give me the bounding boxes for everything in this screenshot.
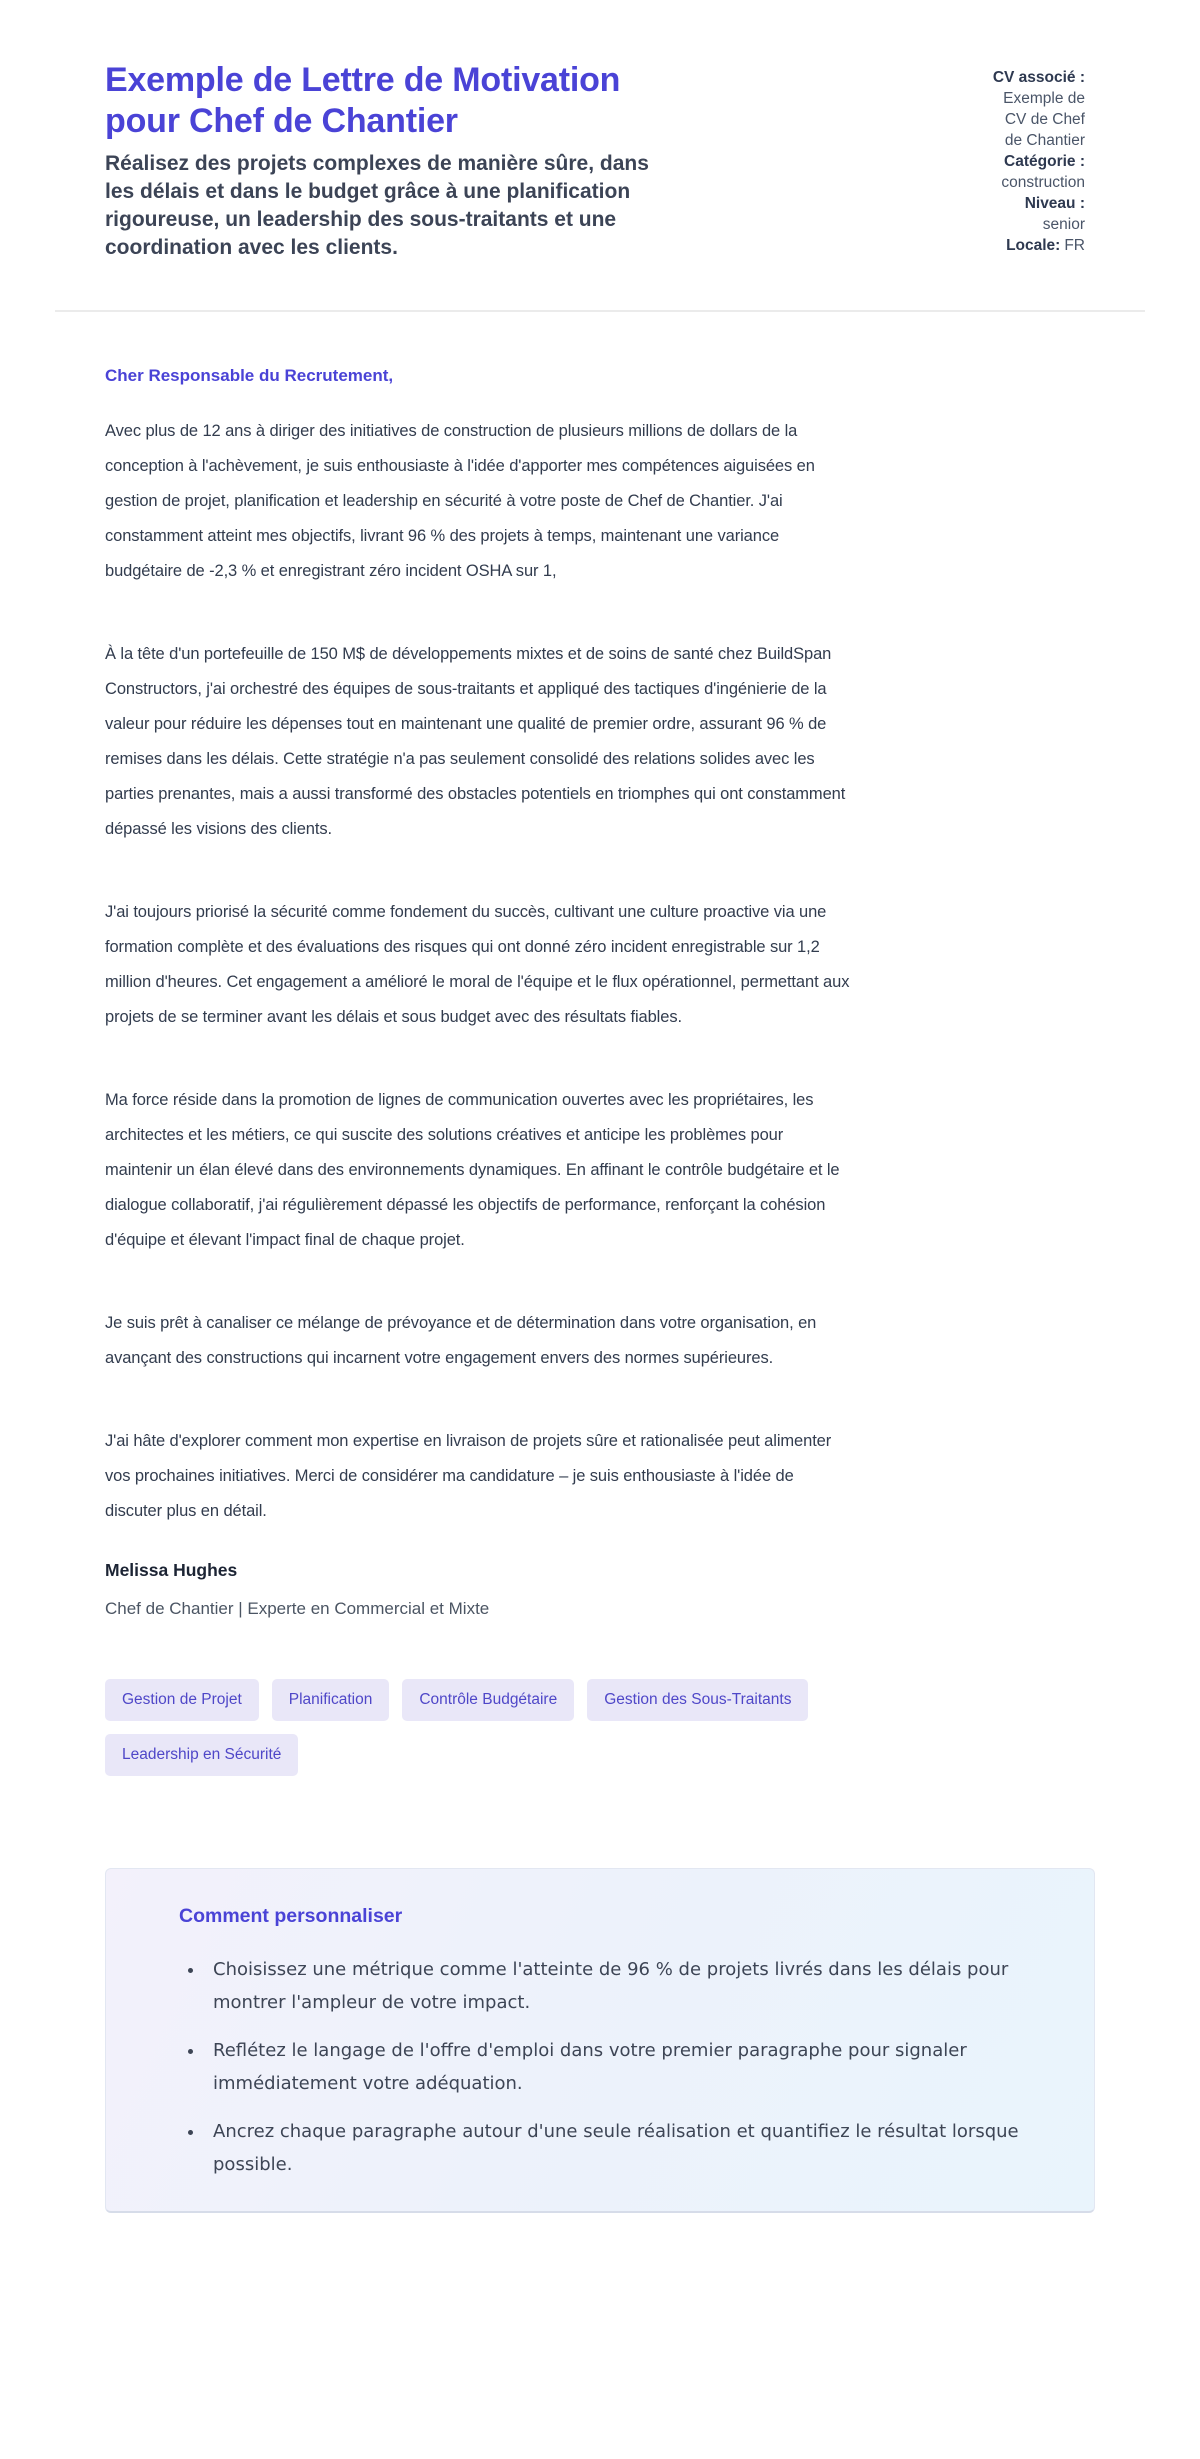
meta-row-cv — [955, 67, 1085, 151]
meta-label-level: Niveau : — [1024, 195, 1085, 212]
meta-panel — [955, 60, 1085, 256]
meta-label-category: Catégorie : — [1004, 153, 1085, 170]
letter-paragraph: J'ai hâte d'explorer comment mon expertise en livraison de projets sûre et rationalisée peut alimenter vos prochaines initiatives. Merci de considérer ma candidature – je suis enthousiaste à l'idée de discuter plus en détail. — [105, 1432, 832, 1520]
skill-tag: Gestion de Projet — [105, 1679, 259, 1721]
tips-item: • Reflétez le langage de l'offre d'emploi dans votre premier paragraphe pour signaler immédiatement votre adéquation. — [205, 2034, 1034, 2100]
letter-greeting: Cher Responsable du Recrutement, — [105, 366, 394, 385]
meta-label-cv: CV associé : — [992, 69, 1085, 86]
page-subtitle: Réalisez des projets complexes de manière sûre, dans les délais et dans le budget grâce à une planification rigoureuse, un leadership des sous-traitants et une coordination avec les clients. — [105, 152, 649, 259]
letter-paragraph: Je suis prêt à canaliser ce mélange de prévoyance et de détermination dans votre organisation, en avançant des constructions qui incarnent votre engagement envers des normes supérieures. — [105, 1314, 817, 1367]
signature-role: Chef de Chantier | Experte en Commercial et Mixte — [105, 1599, 490, 1618]
meta-row-level — [955, 193, 1085, 235]
header-main — [105, 60, 680, 262]
customization-tips-box — [105, 1868, 1095, 2213]
cover-letter — [55, 364, 1145, 2213]
letter-paragraph: J'ai toujours priorisé la sécurité comme fondement du succès, cultivant une culture proactive via une formation complète et des évaluations des risques qui ont donné zéro incident enregistrable sur 1,2 million d'heures. Cet engagement a amélioré le moral de l'équipe et le flux opérationnel, permettant aux projets de se terminer avant les délais et sous budget avec des résultats fiables. — [105, 903, 850, 1026]
meta-row-locale — [955, 235, 1085, 256]
meta-label-locale: Locale: — [1006, 237, 1061, 254]
skill-tag: Leadership en Sécurité — [105, 1734, 298, 1776]
letter-paragraph: Ma force réside dans la promotion de lignes de communication ouvertes avec les propriétaires, les architectes et les métiers, ce qui suscite des solutions créatives et anticipe les problèmes pour maintenir un élan élevé dans des environnements dynamiques. En affinant le contrôle budgétaire et le dialogue collaboratif, j'ai régulièrement dépassé les objectifs de performance, renforçant la cohésion d'équipe et élevant l'impact final de chaque projet. — [105, 1091, 840, 1249]
skill-tag: Gestion des Sous-Traitants — [587, 1679, 808, 1721]
tips-list — [179, 1953, 1034, 2181]
tips-title: Comment personnaliser — [179, 1905, 403, 1927]
meta-row-category — [955, 151, 1085, 193]
meta-value-category: construction — [1001, 174, 1085, 191]
page-header — [55, 60, 1145, 262]
skill-tag: Contrôle Budgétaire — [402, 1679, 574, 1721]
meta-value-locale: FR — [1064, 237, 1085, 254]
content-container — [55, 0, 1145, 2283]
signature-name: Melissa Hughes — [105, 1560, 238, 1580]
tips-item: • Ancrez chaque paragraphe autour d'une seule réalisation et quantifiez le résultat lorsque possible. — [205, 2115, 1034, 2181]
meta-value-cv: Exemple de CV de Chef de Chantier — [1003, 90, 1085, 149]
skill-tags — [105, 1679, 850, 1776]
page-title: Exemple de Lettre de Motivation pour Chef de Chantier — [105, 61, 621, 140]
letter-paragraph: À la tête d'un portefeuille de 150 M$ de développements mixtes et de soins de santé chez BuildSpan Constructors, j'ai orchestré des équipes de sous-traitants et appliqué des tactiques d'ingénierie de la valeur pour réduire les dépenses tout en maintenant une qualité de premier ordre, assurant 96 % de remises dans les délais. Cette stratégie n'a pas seulement consolidé des relations solides avec les parties prenantes, mais a aussi transformé des obstacles potentiels en triomphes qui ont constamment dépassé les visions des clients. — [105, 645, 846, 838]
tips-item: • Choisissez une métrique comme l'atteinte de 96 % de projets livrés dans les délais pour montrer l'ampleur de votre impact. — [205, 1953, 1034, 2019]
letter-paragraph: Avec plus de 12 ans à diriger des initiatives de construction de plusieurs millions de dollars de la conception à l'achèvement, je suis enthousiaste à l'idée d'apporter mes compétences aiguisées en gestion de projet, planification et leadership en sécurité à votre poste de Chef de Chantier. J'ai constamment atteint mes objectifs, livrant 96 % des projets à temps, maintenant une variance budgétaire de -2,3 % et enregistrant zéro incident OSHA sur 1, — [105, 422, 815, 580]
header-divider — [55, 310, 1145, 312]
meta-value-level: senior — [1042, 216, 1085, 233]
skill-tag: Planification — [272, 1679, 390, 1721]
